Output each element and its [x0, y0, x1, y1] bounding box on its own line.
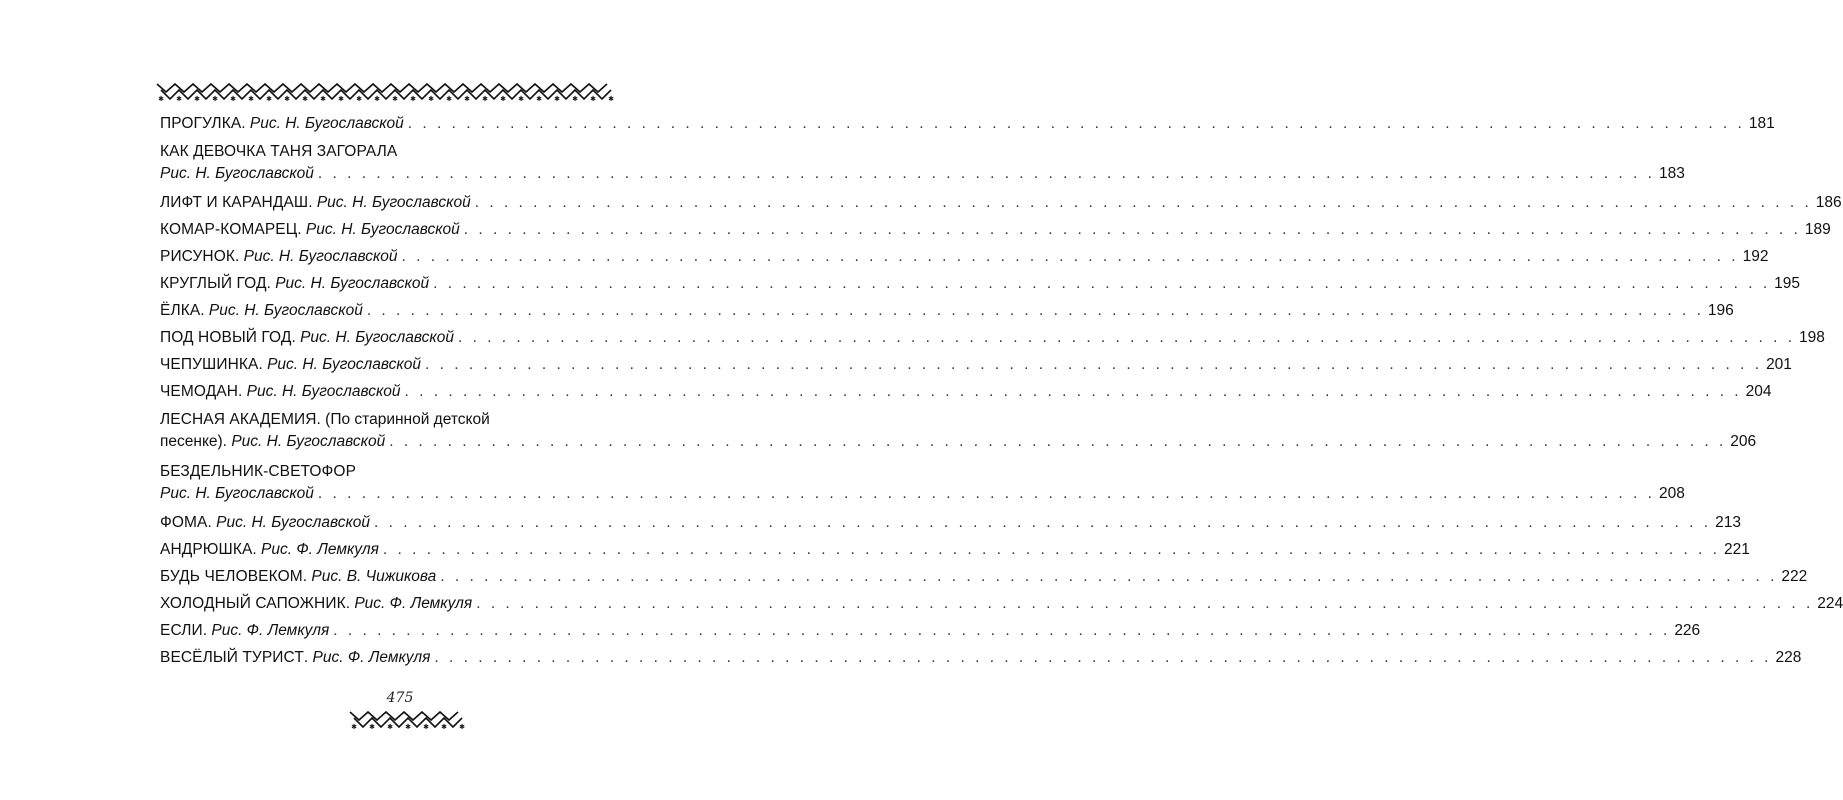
entry-title: ЁЛКА [160, 302, 201, 319]
dot-leader [389, 431, 1726, 453]
illustrator-credit: Рис. Н. Бугославской [216, 514, 371, 531]
star-icon: ✱ [518, 95, 524, 103]
toc-entry[interactable]: ЛИФТ И КАРАНДАШ . Рис. Н. Бугославской . . . 186 [160, 189, 612, 216]
entry-title: КАК ДЕВОЧКА ТАНЯ ЗАГОРАЛА [160, 143, 398, 160]
toc-entry[interactable]: ФОМА . Рис. Н. Бугославской . . . 213 [160, 509, 612, 536]
page-ref: 181 [1748, 115, 1775, 132]
star-icon: ✱ [459, 723, 465, 731]
page-ref: 224 [1817, 595, 1843, 612]
star-icon: ✱ [248, 95, 254, 103]
zigzag-ornament [157, 84, 611, 99]
page-ref: 222 [1781, 568, 1808, 585]
page-ref: 201 [1766, 356, 1792, 373]
illustrator-credit: Рис. Н. Бугославской [267, 356, 421, 373]
dot-leader [333, 617, 1670, 644]
illustrator-credit: Рис. Н. Бугославской [208, 302, 363, 319]
entry-title: ЕСЛИ [160, 622, 203, 639]
illustrator-credit: Рис. Н. Бугославской [243, 248, 398, 265]
toc-entry[interactable]: РИСУНОК . Рис. Н. Бугославской . . . 192 [160, 243, 612, 270]
page-ref: 189 [1804, 221, 1831, 238]
illustrator-credit: Рис. Ф. Лемкуля [312, 649, 431, 666]
illustrator-credit: Рис. Н. Бугославской [231, 433, 386, 450]
star-icon: ✱ [464, 95, 470, 103]
star-icon: ✱ [356, 95, 362, 103]
dot-leader [464, 216, 1801, 243]
illustrator-credit: Рис. Н. Бугославской [316, 194, 471, 211]
star-icon: ✱ [338, 95, 344, 103]
illustrator-credit: Рис. Н. Бугославской [160, 485, 314, 502]
page-ref: 213 [1715, 514, 1741, 531]
star-icon: ✱ [230, 95, 236, 103]
page-ref: 195 [1774, 275, 1801, 292]
star-icon: ✱ [194, 95, 200, 103]
illustrator-credit: Рис. В. Чижикова [311, 568, 437, 585]
toc-entry[interactable]: ПОД НОВЫЙ ГОД . Рис. Н. Бугославской . . . 198 [160, 324, 612, 351]
page-ref: 208 [1658, 485, 1685, 502]
page-ref: 186 [1815, 194, 1842, 211]
dot-leader [383, 536, 1720, 563]
star-icon: ✱ [441, 723, 447, 731]
star-icon: ✱ [572, 95, 578, 103]
page-ref: 206 [1730, 433, 1757, 450]
star-icon: ✱ [392, 95, 398, 103]
toc-entry[interactable]: КОМАР-КОМАРЕЦ . Рис. Н. Бугославской . . . 189 [160, 216, 612, 243]
entry-title: КРУГЛЫЙ ГОД [160, 275, 267, 292]
bottom-ornament-border [350, 708, 465, 731]
illustrator-credit: Рис. Н. Бугославской [246, 383, 401, 400]
entry-title: ЧЕМОДАН [160, 383, 239, 400]
toc-entry[interactable]: ЕСЛИ . Рис. Ф. Лемкуля . . . 226 [160, 617, 612, 644]
entry-title: ЛИФТ И КАРАНДАШ [160, 194, 309, 211]
star-icon: ✱ [410, 95, 416, 103]
dot-leader [434, 644, 1771, 671]
toc-entry[interactable]: БУДЬ ЧЕЛОВЕКОМ . Рис. В. Чижикова . . . 222 [160, 563, 612, 590]
star-icon: ✱ [500, 95, 506, 103]
star-icon: ✱ [320, 95, 326, 103]
dot-leader [476, 590, 1813, 617]
star-ornaments [351, 723, 465, 731]
illustrator-credit: Рис. Н. Бугославской [305, 221, 460, 238]
page-ref: 196 [1707, 302, 1734, 319]
entry-title: ВЕСЁЛЫЙ ТУРИСТ [160, 649, 304, 666]
page-ref: 228 [1775, 649, 1802, 666]
dot-leader [425, 351, 1762, 378]
illustrator-credit: Рис. Ф. Лемкуля [354, 595, 473, 612]
illustrator-credit: Рис. Ф. Лемкуля [261, 541, 379, 558]
star-icon: ✱ [302, 95, 308, 103]
toc-entry[interactable]: ХОЛОДНЫЙ САПОЖНИК . Рис. Ф. Лемкуля . . . 224 [160, 590, 612, 617]
star-icon: ✱ [212, 95, 218, 103]
star-icon: ✱ [482, 95, 488, 103]
toc-entry[interactable]: ЁЛКА . Рис. Н. Бугославской . . . 196 [160, 297, 612, 324]
page-ref: 221 [1723, 541, 1750, 558]
entry-title: ХОЛОДНЫЙ САПОЖНИК [160, 595, 346, 612]
star-icon: ✱ [284, 95, 290, 103]
dot-leader [440, 563, 1777, 590]
toc-entry[interactable] [160, 137, 1685, 189]
illustrator-credit: Рис. Н. Бугославской [160, 165, 314, 182]
star-icon: ✱ [374, 95, 380, 103]
toc-entry[interactable]: ЧЕМОДАН . Рис. Н. Бугославской . . . 204 [160, 378, 612, 405]
dot-leader [367, 297, 1704, 324]
entry-note-continued: песенке). [160, 433, 227, 450]
dot-leader [318, 483, 1655, 505]
top-ornament-border [157, 80, 615, 102]
page-ref: 198 [1799, 329, 1825, 346]
toc-entry[interactable] [160, 457, 1685, 509]
page-ref: 192 [1742, 248, 1769, 265]
page-ref: 183 [1658, 165, 1685, 182]
entry-title: КОМАР-КОМАРЕЦ [160, 221, 298, 238]
star-icon: ✱ [446, 95, 452, 103]
entry-title: АНДРЮШКА [160, 541, 253, 558]
dot-leader [458, 324, 1795, 351]
toc-entry[interactable]: ЛЕСНАЯ АКАДЕМИЯ. (По старинной детской песенке). Рис. Н. Бугославской . . . 206 [160, 405, 612, 457]
dot-leader [402, 243, 1739, 270]
star-icon: ✱ [405, 723, 411, 731]
toc-entry[interactable]: ВЕСЁЛЫЙ ТУРИСТ . Рис. Ф. Лемкуля . . . 228 [160, 644, 612, 671]
star-icon: ✱ [266, 95, 272, 103]
star-icon: ✱ [608, 95, 614, 103]
star-icon: ✱ [351, 723, 357, 731]
dot-leader [408, 110, 1745, 137]
entry-title: РИСУНОК [160, 248, 235, 265]
star-icon: ✱ [423, 723, 429, 731]
dot-leader [433, 270, 1770, 297]
entry-title: ЧЕПУШИНКА [160, 356, 259, 373]
entry-title: ПОД НОВЫЙ ГОД [160, 329, 292, 346]
table-of-contents [160, 110, 1843, 671]
dot-leader [374, 509, 1711, 536]
illustrator-credit: Рис. Н. Бугославской [300, 329, 454, 346]
entry-title: ЛЕСНАЯ АКАДЕМИЯ [160, 411, 317, 428]
toc-entry[interactable]: ПРОГУЛКА . Рис. Н. Бугославской . . . 181 [160, 110, 612, 137]
page-ref: 226 [1674, 622, 1701, 639]
toc-entry[interactable]: АНДРЮШКА . Рис. Ф. Лемкуля . . . 221 [160, 536, 612, 563]
dot-leader [475, 189, 1812, 216]
toc-entry[interactable]: КРУГЛЫЙ ГОД . Рис. Н. Бугославской . . . 195 [160, 270, 612, 297]
star-icon: ✱ [428, 95, 434, 103]
illustrator-credit: Рис. Н. Бугославской [275, 275, 430, 292]
illustrator-credit: Рис. Н. Бугославской [249, 115, 404, 132]
entry-title: БУДЬ ЧЕЛОВЕКОМ [160, 568, 303, 585]
star-icon: ✱ [369, 723, 375, 731]
star-icon: ✱ [590, 95, 596, 103]
illustrator-credit: Рис. Ф. Лемкуля [211, 622, 330, 639]
star-icon: ✱ [387, 723, 393, 731]
entry-title: ФОМА [160, 514, 208, 531]
dot-leader [318, 163, 1655, 185]
star-icon: ✱ [536, 95, 542, 103]
page-number: 475 [386, 690, 414, 706]
star-icon: ✱ [158, 95, 164, 103]
dot-leader [405, 378, 1742, 405]
entry-note: (По старинной детской [325, 411, 490, 428]
star-icon: ✱ [176, 95, 182, 103]
entry-title: БЕЗДЕЛЬНИК-СВЕТОФОР [160, 463, 357, 480]
entry-title: ПРОГУЛКА [160, 115, 242, 132]
toc-entry[interactable]: ЧЕПУШИНКА . Рис. Н. Бугославской . . . 201 [160, 351, 612, 378]
star-icon: ✱ [554, 95, 560, 103]
page-ref: 204 [1745, 383, 1772, 400]
